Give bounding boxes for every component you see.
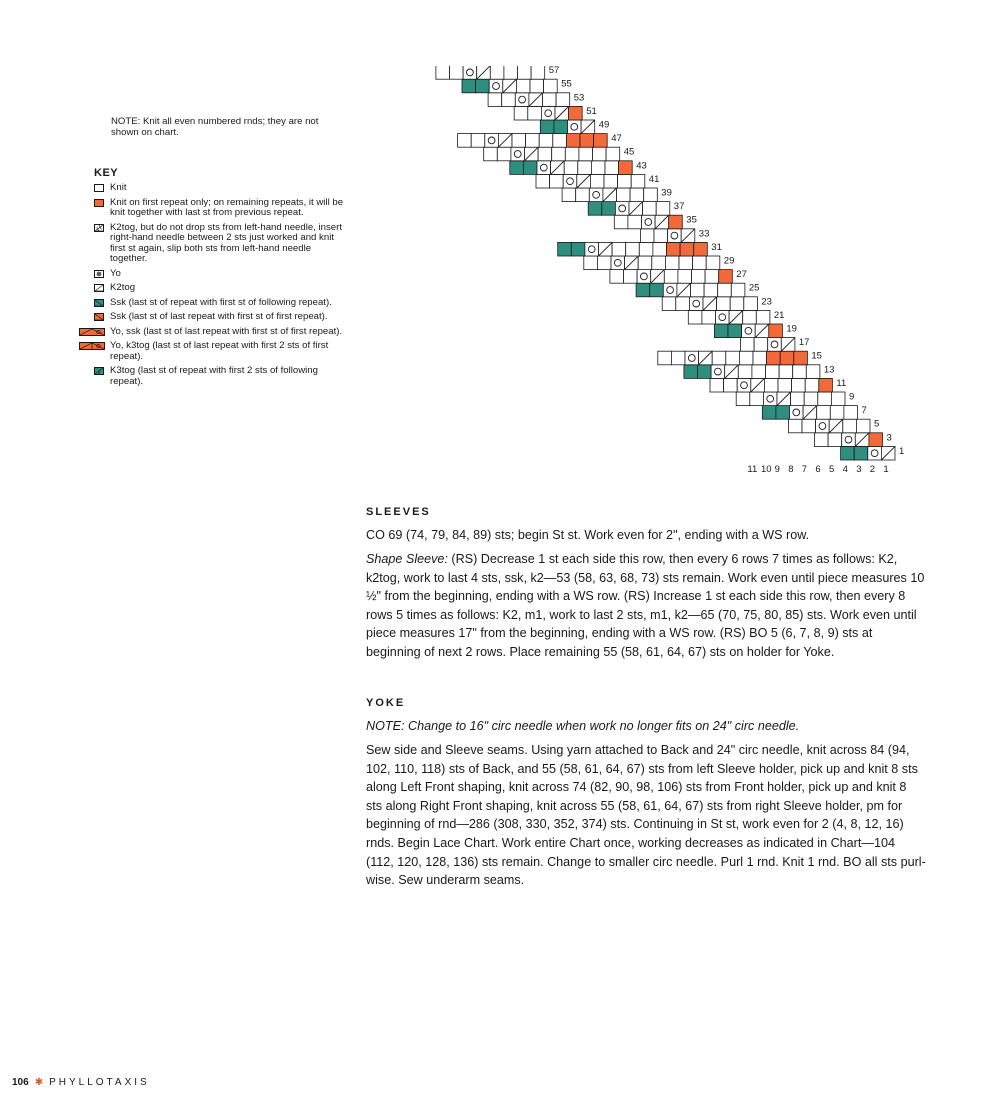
chart-cell — [805, 378, 819, 392]
chart-row-label: 49 — [598, 119, 610, 131]
chart-cell — [580, 134, 594, 148]
chart-cell — [564, 161, 578, 175]
page-number: 106 — [12, 1077, 29, 1088]
chart-cell — [588, 202, 602, 216]
chart-cell — [540, 120, 554, 134]
chart-cell — [541, 106, 555, 120]
chart-row-label: 39 — [661, 187, 672, 199]
lace-chart — [380, 66, 920, 481]
chart-cell — [669, 215, 683, 229]
chart-cell — [537, 161, 551, 175]
chart-cell — [565, 147, 579, 161]
chart-cell — [552, 147, 566, 161]
chart-cell — [714, 324, 728, 338]
chart-row-label: 15 — [811, 350, 822, 362]
yoke-heading: YOKE — [366, 697, 406, 709]
chart-column-label: 10 — [761, 464, 772, 475]
chart-cell — [528, 106, 542, 120]
chart-cell — [605, 161, 619, 175]
chart-cell — [642, 215, 656, 229]
chart-cell — [716, 310, 730, 324]
chart-cell — [742, 324, 756, 338]
chart-cell — [668, 229, 682, 243]
key-symbol-icon — [94, 313, 104, 321]
chart-cell — [778, 378, 792, 392]
key-label: Yo — [110, 267, 121, 279]
chart-cell — [679, 256, 693, 270]
chart-cell — [611, 256, 625, 270]
key-item — [94, 298, 344, 309]
chart-cell — [744, 297, 758, 311]
chart-cell — [590, 174, 604, 188]
chart-cell — [526, 134, 540, 148]
key-label: Yo, ssk (last st of last repeat with first st of first repeat). — [110, 325, 343, 337]
chart-cell — [792, 378, 806, 392]
chart-cell — [562, 188, 576, 202]
chart-cell — [566, 134, 580, 148]
chart-cell — [619, 161, 633, 175]
chart-cell — [685, 351, 699, 365]
chart-cell — [671, 351, 685, 365]
chart-column-label: 8 — [788, 464, 794, 475]
chart-row-label: 53 — [573, 92, 585, 104]
chart-cell — [636, 283, 650, 297]
chart-cell — [678, 270, 692, 284]
key-symbol-icon — [79, 328, 105, 336]
chart-cell — [610, 270, 624, 284]
chart-cell — [667, 242, 681, 256]
shape-sleeve-text: (RS) Decrease 1 st each side this row, then every 6 rows 7 times as follows: K2, k2tog, work to last 4 sts, ssk, k2—53 (58, 63, 68, 73) sts remain. Work even until piece measures 10 ½" from the beginning, ending with a WS row. (RS) Increase 1 st each side this row, then every 8 rows 5 times as follows: K2, m1, work to last 2 sts, m1, k2—65 (70, 75, 80, 85) sts. Work even until piece measures 17" from the beginning, ending with a WS row. (RS) BO 5 (6, 7, 8, 9) sts at beginning of next 2 rows. Place remaining 55 (58, 61, 64, 67) sts on holder for Yoke. — [366, 552, 925, 659]
chart-cell — [463, 66, 477, 79]
chart-row-label: 45 — [623, 146, 635, 158]
chart-cell — [653, 242, 667, 256]
chart-cell — [497, 147, 511, 161]
chart-row-label: 47 — [611, 133, 622, 145]
chart-cell — [484, 147, 498, 161]
chart-row-label: 51 — [586, 105, 597, 117]
chart-cell — [854, 446, 868, 460]
chart-row-label: 13 — [823, 364, 835, 376]
chart-cell — [728, 324, 742, 338]
chart-cell — [756, 310, 770, 324]
key-label: Ssk (last st of repeat with first st of following repeat). — [110, 296, 332, 308]
footer-bullet: ✱ — [34, 1077, 44, 1088]
chart-row-label: 21 — [773, 309, 785, 321]
chart-cell — [628, 215, 642, 229]
chart-row-label: 1 — [899, 445, 905, 457]
chart-row-label: 55 — [561, 78, 572, 90]
chart-cell — [830, 406, 844, 420]
chart-cell — [514, 106, 528, 120]
sleeves-heading: SLEEVES — [366, 506, 431, 518]
chart-cell — [458, 134, 472, 148]
chart-cell — [684, 365, 698, 379]
chart-cell — [712, 351, 726, 365]
chart-cell — [512, 134, 526, 148]
chart-cell — [585, 242, 599, 256]
key-symbol-icon — [94, 224, 104, 232]
chart-cell — [665, 256, 679, 270]
chart-cell — [640, 229, 654, 243]
chart-cell — [816, 419, 830, 433]
chart-cell — [656, 202, 670, 216]
chart-cell — [516, 79, 530, 93]
chart-cell — [794, 351, 808, 365]
chart-cell — [741, 338, 755, 352]
chart-cell — [828, 433, 842, 447]
chart-row-label: 29 — [723, 255, 735, 267]
key-label: K2tog — [110, 282, 136, 293]
chart-row-label: 17 — [798, 337, 810, 349]
chart-cell — [602, 202, 616, 216]
chart-column-label: 4 — [842, 464, 848, 475]
chart-cell — [543, 93, 557, 107]
chart-row-label: 25 — [748, 282, 760, 294]
chart-cell — [818, 392, 832, 406]
chart-cell — [593, 147, 607, 161]
chart-cell — [779, 365, 793, 379]
chart-cell — [637, 270, 651, 284]
chart-column-label: 3 — [856, 464, 862, 475]
chart-cell — [717, 297, 731, 311]
chart-cell — [510, 161, 524, 175]
chart-cell — [571, 242, 585, 256]
key-item — [94, 366, 344, 387]
chart-cell — [471, 134, 485, 148]
chart-cell — [702, 310, 716, 324]
chart-row-label: 3 — [886, 432, 892, 444]
chart-cell — [530, 79, 544, 93]
chart-cell — [841, 446, 855, 460]
chart-cell — [856, 419, 870, 433]
chart-cell — [663, 283, 677, 297]
chart-cell — [638, 256, 652, 270]
book-title: PHYLLOTAXIS — [49, 1077, 150, 1088]
chart-cell — [802, 419, 816, 433]
chart-row-label: 43 — [636, 160, 647, 172]
key-label: Ssk (last st of last repeat with first st of first repeat). — [110, 311, 328, 322]
key-symbol-icon — [94, 184, 104, 192]
chart-cell — [518, 66, 532, 79]
chart-cell — [485, 134, 499, 148]
chart-cell — [698, 365, 712, 379]
chart-cell — [738, 365, 752, 379]
sleeves-para-1: CO 69 (74, 79, 84, 89) sts; begin St st. Work even for 2", ending with a WS row. — [366, 528, 810, 542]
chart-column-label: 5 — [829, 464, 835, 475]
chart-cell — [664, 270, 678, 284]
chart-cell — [819, 378, 833, 392]
chart-cell — [739, 351, 753, 365]
key-title: KEY — [94, 167, 119, 179]
chart-cell — [606, 147, 620, 161]
chart-column-label: 9 — [774, 464, 780, 475]
chart-cell — [662, 297, 676, 311]
key-item — [94, 327, 344, 338]
chart-cell — [692, 270, 706, 284]
chart-cell — [644, 188, 658, 202]
key-symbol-icon — [94, 270, 104, 278]
chart-cell — [768, 338, 782, 352]
chart-cell — [815, 433, 829, 447]
chart-cell — [752, 365, 766, 379]
chart-cell — [584, 256, 598, 270]
chart-cell — [869, 433, 883, 447]
shape-sleeve-label: Shape Sleeve: — [366, 552, 448, 566]
chart-cell — [626, 242, 640, 256]
chart-cell — [693, 256, 707, 270]
chart-cell — [806, 365, 820, 379]
key-item — [94, 341, 344, 362]
chart-row-label: 19 — [786, 323, 797, 335]
key-label: K3tog (last st of repeat with first 2 sts of following repeat). — [110, 365, 318, 387]
chart-cell — [804, 392, 818, 406]
chart-cell — [476, 79, 490, 93]
key-item — [94, 269, 344, 280]
chart-row-label: 35 — [686, 214, 697, 226]
chart-cell — [658, 351, 672, 365]
chart-cell — [536, 174, 550, 188]
key-list — [94, 183, 344, 387]
chart-cell — [793, 365, 807, 379]
chart-cell — [730, 297, 744, 311]
chart-cell — [578, 161, 592, 175]
chart-key — [94, 167, 344, 391]
chart-cell — [718, 283, 732, 297]
chart-row-label: 7 — [861, 405, 867, 417]
chart-cell — [617, 188, 631, 202]
chart-cell — [576, 188, 590, 202]
sleeves-para-2 — [366, 550, 926, 662]
chart-cell — [842, 433, 856, 447]
chart-cell — [724, 378, 738, 392]
chart-cell — [769, 324, 783, 338]
chart-cell — [568, 120, 582, 134]
chart-cell — [694, 242, 708, 256]
chart-cell — [544, 79, 558, 93]
chart-cell — [688, 310, 702, 324]
chart-cell — [615, 202, 629, 216]
chart-cell — [490, 66, 504, 79]
chart-row-label: 27 — [736, 269, 747, 281]
chart-cell — [680, 242, 694, 256]
key-label: Knit on first repeat only; on remaining repeats, it will be knit together with last st from previous repeat. — [110, 196, 344, 218]
chart-row-label: 23 — [761, 296, 772, 308]
chart-cell — [710, 378, 724, 392]
chart-cell — [704, 283, 718, 297]
chart-cell — [731, 283, 745, 297]
chart-cell — [462, 79, 476, 93]
chart-cell — [737, 378, 751, 392]
chart-cell — [579, 147, 593, 161]
chart-cell — [719, 270, 733, 284]
chart-cell — [763, 392, 777, 406]
chart-cell — [766, 365, 780, 379]
chart-cell — [654, 229, 668, 243]
chart-cell — [515, 93, 529, 107]
key-item — [94, 312, 344, 323]
chart-cell — [597, 256, 611, 270]
chart-cell — [743, 310, 757, 324]
chart-cell — [450, 66, 464, 79]
chart-row-label: 37 — [673, 201, 685, 213]
chart-cell — [676, 297, 690, 311]
chart-row-label: 57 — [548, 66, 560, 77]
chart-cell — [538, 147, 552, 161]
chart-cell — [604, 174, 618, 188]
key-item — [94, 183, 344, 194]
key-label: Knit — [110, 182, 127, 193]
chart-cell — [776, 406, 790, 420]
key-symbol-icon — [94, 199, 104, 207]
chart-row-label: 5 — [874, 418, 880, 430]
chart-column-label: 7 — [801, 464, 808, 475]
chart-cell — [788, 419, 802, 433]
chart-cell — [618, 174, 632, 188]
chart-cell — [436, 66, 450, 79]
chart-cell — [750, 392, 764, 406]
page-footer — [12, 1077, 150, 1088]
key-symbol-icon — [79, 342, 105, 350]
chart-cell — [711, 365, 725, 379]
key-symbol-icon — [94, 284, 104, 292]
key-item — [94, 283, 344, 294]
chart-cell — [589, 188, 603, 202]
chart-cell — [831, 392, 845, 406]
chart-note: NOTE: Knit all even numbered rnds; they are not shown on chart. — [111, 116, 319, 138]
chart-cell — [762, 406, 776, 420]
chart-cell — [767, 351, 781, 365]
chart-cell — [612, 242, 626, 256]
chart-cell — [754, 338, 768, 352]
chart-column-label: 6 — [815, 464, 821, 475]
chart-cell — [631, 174, 645, 188]
chart-cell — [531, 66, 545, 79]
yoke-note: NOTE: Change to 16" circ needle when work no longer fits on 24" circ needle. — [366, 719, 800, 733]
chart-cell — [614, 215, 628, 229]
chart-column-label: 11 — [747, 464, 758, 475]
chart-row-label: 9 — [849, 391, 855, 403]
chart-cell — [706, 256, 720, 270]
chart-cell — [643, 202, 657, 216]
chart-cell — [591, 161, 605, 175]
chart-cell — [705, 270, 719, 284]
chart-cell — [624, 270, 638, 284]
key-symbol-icon — [94, 367, 104, 375]
chart-cell — [726, 351, 740, 365]
key-symbol-icon — [94, 299, 104, 307]
chart-column-label: 1 — [883, 464, 889, 475]
key-label: Yo, k3tog (last st of last repeat with first 2 sts of first repeat). — [110, 340, 329, 362]
chart-cell — [550, 174, 564, 188]
chart-cell — [790, 406, 804, 420]
chart-cell — [558, 242, 572, 256]
chart-row-label: 31 — [711, 241, 722, 253]
lace-chart-svg — [380, 66, 920, 481]
chart-cell — [511, 147, 525, 161]
chart-cell — [844, 406, 858, 420]
chart-cell — [791, 392, 805, 406]
key-item — [94, 223, 344, 265]
chart-cell — [594, 134, 608, 148]
chart-cell — [539, 134, 553, 148]
chart-cell — [817, 406, 831, 420]
chart-cell — [639, 242, 653, 256]
chart-cell — [764, 378, 778, 392]
yoke-para: Sew side and Sleeve seams. Using yarn attached to Back and 24" circ needle, knit across 84 (94, 102, 110, 118) sts of Back, and 55 (58, 61, 64, 67) sts from left Sleeve holder, pick up and knit 8 sts along Left Front shaping, knit across 74 (82, 90, 98, 106) sts from Front holder, pick up and knit 8 sts along Right Front shaping, knit across 55 (58, 61, 64, 67) sts from right Sleeve holder, pm for beginning of rnd—286 (308, 330, 352, 374) sts. Continuing in St st, work even for 2 (4, 8, 12, 16) rnds. Begin Lace Chart. Work entire Chart once, working decreases as indicated in Chart—104 (112, 120, 128, 136) sts remain. Change to smaller circ needle. Purl 1 rnd. Knit 1 rnd. BO all sts purl-wise. Sew underarm seams. — [366, 743, 926, 888]
chart-row-label: 33 — [698, 228, 710, 240]
chart-cell — [652, 256, 666, 270]
chart-cell — [650, 283, 664, 297]
chart-cell — [504, 66, 518, 79]
chart-cell — [523, 161, 537, 175]
chart-cell — [691, 283, 705, 297]
chart-cell — [553, 134, 567, 148]
chart-cell — [554, 120, 568, 134]
chart-cell — [868, 446, 882, 460]
chart-cell — [488, 93, 502, 107]
chart-cell — [556, 93, 570, 107]
chart-cell — [489, 79, 503, 93]
chart-cell — [563, 174, 577, 188]
key-item — [94, 198, 344, 219]
chart-row-label: 11 — [836, 377, 847, 389]
key-label: K2tog, but do not drop sts from left-hand needle, insert right-hand needle between 2 sts just worked and knit first st again, slip both sts from left-hand needle together. — [110, 221, 342, 264]
chart-cell — [689, 297, 703, 311]
chart-cell — [736, 392, 750, 406]
chart-row-label: 41 — [648, 173, 660, 185]
chart-cell — [630, 188, 644, 202]
chart-cell — [502, 93, 516, 107]
chart-cell — [843, 419, 857, 433]
chart-cell — [753, 351, 767, 365]
chart-cell — [569, 106, 583, 120]
chart-cell — [780, 351, 794, 365]
chart-column-label: 2 — [869, 464, 876, 475]
